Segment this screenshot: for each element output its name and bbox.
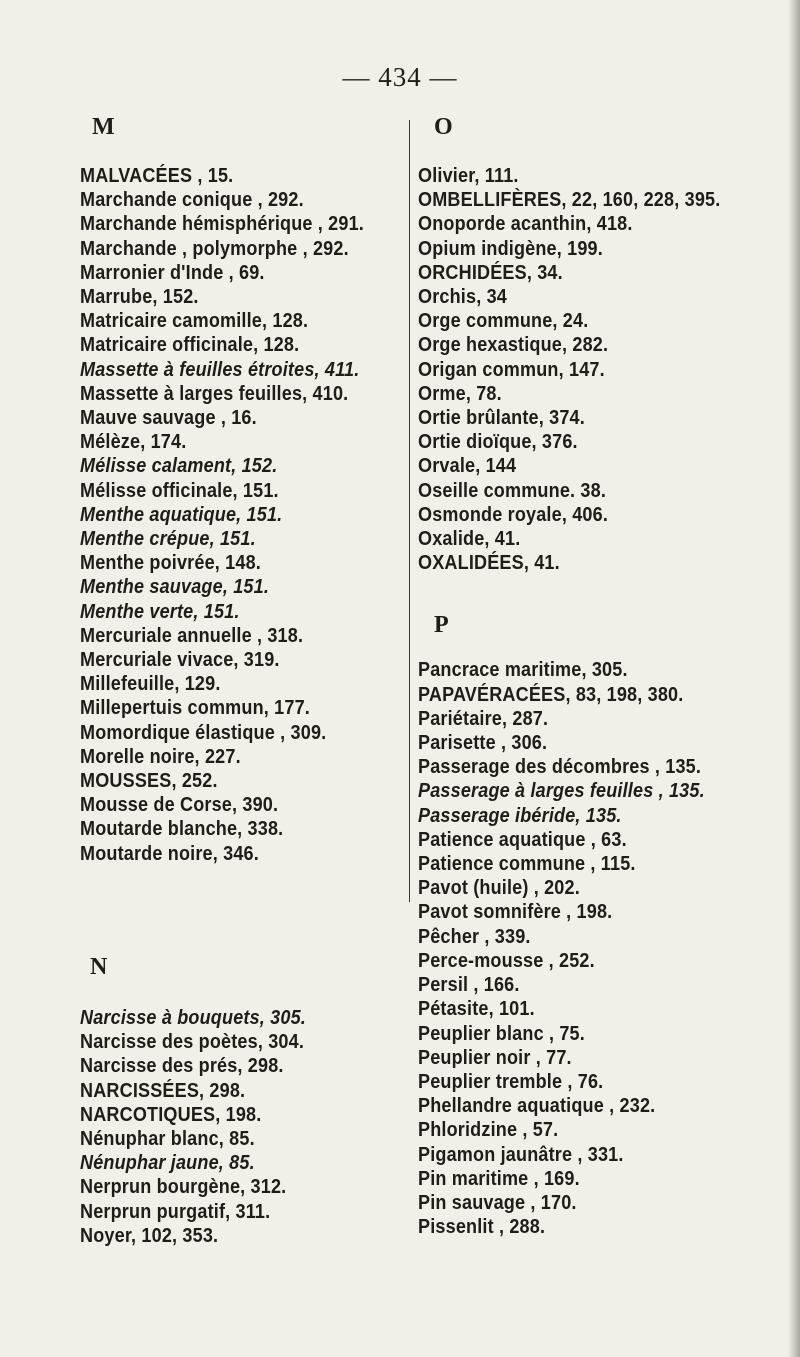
index-entry: Pétasite, 101. [418, 997, 535, 1021]
index-entry: Phellandre aquatique , 232. [418, 1094, 656, 1118]
index-entry: Menthe sauvage, 151. [80, 575, 270, 599]
index-entry: Peuplier tremble , 76. [418, 1069, 604, 1093]
index-entry: Marronier d'Inde , 69. [80, 260, 265, 284]
index-entry: Parisette , 306. [418, 731, 548, 755]
index-entry: Osmonde royale, 406. [418, 502, 609, 526]
index-entry: OXALIDÉES, 41. [418, 551, 560, 575]
index-entry: Nerprun purgatif, 311. [80, 1199, 271, 1223]
entry-list-n [80, 1006, 396, 1248]
index-entry: Momordique élastique , 309. [80, 720, 327, 744]
index-entry: Marrube, 152. [80, 285, 199, 309]
index-entry: Mousse de Corse, 390. [80, 793, 279, 817]
index-entry: Perce-mousse , 252. [418, 948, 595, 972]
index-entry: Oxalide, 41. [418, 527, 521, 551]
index-entry: Pin sauvage , 170. [418, 1190, 577, 1214]
index-entry: Mélisse officinale, 151. [80, 478, 279, 502]
index-entry: Pavot (huile) , 202. [418, 876, 580, 900]
index-entry: Pêcher , 339. [418, 924, 531, 948]
index-entry: Passerage à larges feuilles , 135. [418, 779, 705, 803]
index-entry: Peuplier blanc , 75. [418, 1021, 585, 1045]
index-entry: Mercuriale annuelle , 318. [80, 623, 304, 647]
index-entry: Mélèze, 174. [80, 430, 187, 454]
section-letter-p: P [434, 612, 449, 639]
index-entry: Ortie brûlante, 374. [418, 406, 585, 430]
page-number: — 434 — [342, 62, 458, 92]
index-entry: Olivier, 111. [418, 164, 519, 187]
index-entry: Marchande , polymorphe , 292. [80, 236, 349, 260]
index-entry: Pavot somnifère , 198. [418, 900, 613, 924]
index-entry: PAPAVÉRACÉES, 83, 198, 380. [418, 682, 684, 706]
index-entry: Noyer, 102, 353. [80, 1223, 219, 1247]
index-entry: NARCOTIQUES, 198. [80, 1102, 262, 1126]
index-entry: Mercuriale vivace, 319. [80, 648, 280, 672]
index-entry: Pariétaire, 287. [418, 706, 549, 730]
section-letter-n: N [90, 953, 108, 980]
index-entry: Nénuphar blanc, 85. [80, 1126, 255, 1150]
right-column [418, 112, 798, 1239]
left-column [80, 112, 396, 1248]
index-entry: Menthe poivrée, 148. [80, 551, 261, 575]
index-entry: Menthe verte, 151. [80, 599, 240, 623]
index-entry: Millefeuille, 129. [80, 672, 221, 696]
section-letter-m: M [92, 114, 115, 140]
index-entry: Passerage des décombres , 135. [418, 755, 702, 779]
index-entry: Orvale, 144 [418, 454, 517, 478]
index-entry: Matricaire camomille, 128. [80, 309, 309, 333]
index-entry: Persil , 166. [418, 973, 520, 997]
index-entry: OMBELLIFÈRES, 22, 160, 228, 395. [418, 188, 721, 212]
index-entry: Marchande conique , 292. [80, 188, 304, 212]
index-entry: Orme, 78. [418, 381, 502, 405]
index-entry: Morelle noire, 227. [80, 744, 241, 768]
index-entry: Moutarde blanche, 338. [80, 817, 284, 841]
index-entry: Pin maritime , 169. [418, 1166, 580, 1190]
index-entry: Patience commune , 115. [418, 852, 636, 876]
index-entry: Orge commune, 24. [418, 309, 589, 333]
index-entry: Nénuphar jaune, 85. [80, 1151, 255, 1175]
index-entry: Massette à larges feuilles, 410. [80, 381, 349, 405]
entry-list-o [418, 164, 798, 575]
index-entry: Orge hexastique, 282. [418, 333, 609, 357]
index-entry: Narcisse des poètes, 304. [80, 1030, 305, 1054]
index-entry: Narcisse à bouquets, 305. [80, 1005, 306, 1029]
index-entry: Mélisse calament, 152. [80, 454, 278, 478]
index-entry: Peuplier noir , 77. [418, 1045, 572, 1069]
index-entry: Menthe crépue, 151. [80, 527, 256, 551]
index-entry: MALVACÉES , 15. [80, 164, 234, 187]
index-entry: Menthe aquatique, 151. [80, 502, 283, 526]
index-entry: Narcisse des prés, 298. [80, 1054, 284, 1078]
index-entry: Marchande hémisphérique , 291. [80, 212, 365, 236]
index-entry: Passerage ibéride, 135. [418, 803, 622, 827]
index-entry: Patience aquatique , 63. [418, 827, 627, 851]
index-entry: Ortie dioïque, 376. [418, 430, 578, 454]
index-entry: Phloridzine , 57. [418, 1118, 559, 1142]
index-entry: Orchis, 34 [418, 285, 508, 309]
index-entry: MOUSSES, 252. [80, 769, 218, 793]
index-entry: Massette à feuilles étroites, 411. [80, 357, 360, 381]
index-entry: NARCISSÉES, 298. [80, 1078, 246, 1102]
index-entry: Matricaire officinale, 128. [80, 333, 300, 357]
index-entry: Nerprun bourgène, 312. [80, 1175, 287, 1199]
page-edge-shadow [788, 0, 800, 1357]
index-entry: Opium indigène, 199. [418, 236, 603, 260]
index-entry: Onoporde acanthin, 418. [418, 212, 633, 236]
column-divider [409, 120, 410, 902]
index-entry: Pigamon jaunâtre , 331. [418, 1142, 624, 1166]
index-entry: Moutarde noire, 346. [80, 841, 259, 865]
section-letter-o: O [434, 114, 453, 140]
index-entry: Oseille commune. 38. [418, 478, 607, 502]
index-entry: Pissenlit , 288. [418, 1215, 546, 1239]
index-entry: Pancrace maritime, 305. [418, 658, 628, 682]
index-entry: Origan commun, 147. [418, 357, 605, 381]
entry-list-m [80, 164, 396, 866]
index-entry: ORCHIDÉES, 34. [418, 260, 563, 284]
entry-list-p [418, 658, 798, 1239]
index-entry: Millepertuis commun, 177. [80, 696, 310, 720]
index-entry: Mauve sauvage , 16. [80, 406, 257, 430]
